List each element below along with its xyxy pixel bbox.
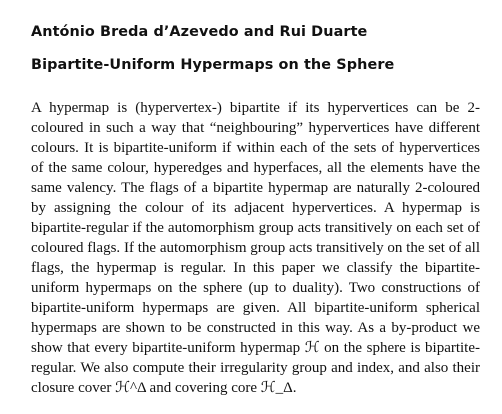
paper-title: Bipartite-Uniform Hypermaps on the Sphere xyxy=(31,57,395,73)
paper-authors: António Breda d’Azevedo and Rui Duarte xyxy=(31,24,368,40)
paper-abstract: A hypermap is (hypervertex-) bipartite if its hypervertices can be 2-coloured in such a way that “neighbouring” hypervertices have different colours. It is bipartite-uniform if within each of the sets of hypervertices of the same colour, hyperedges and hyperfaces, all the elements have the same valency. The flags of a bipartite hypermap are naturally 2-coloured by assigning the colour of its adjacent hypervertices. A hypermap is bipartite-regular if the automorphism group acts transitively on each set of coloured flags. If the automorphism group acts transitively on the set of all flags, the hypermap is regular. In this paper we classify the bipartite-uniform hypermaps on the sphere (up to duality). Two constructions of bipartite-uniform hypermaps are given. All bipartite-uniform spherical hypermaps are shown to be constructed in this way. As a by-product we show that every bipartite-uniform hypermap ℋ on the sphere is bipartite-regular. We also compute their irregularity group and index, and also their closure cover ℋ^Δ and covering core ℋ_Δ. xyxy=(31,100,480,396)
